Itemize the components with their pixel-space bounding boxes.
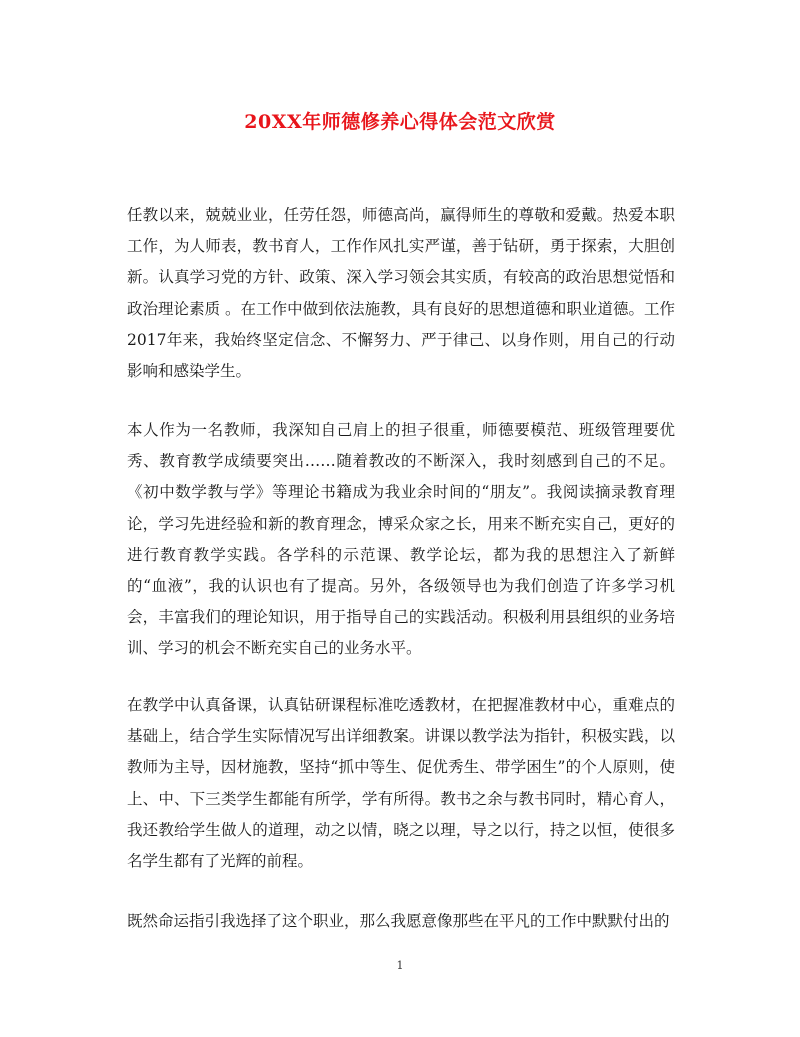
page-number: 1 <box>396 959 404 972</box>
paragraph-1: 任教以来，兢兢业业，任劳任怨，师德高尚，赢得师生的尊敬和爱戴。热爱本职工作，为人师表，教书育人，工作作风扎实严谨，善于钻研，勇于探索，大胆创新。认真学习党的方针、政策、深入学习领会其实质，有较高的政治思想觉悟和政治理论素质 。在工作中做到依法施教，具有良好的思想道德和职业道德。工作2017年来，我始终坚定信念、不懈努力、严于律己、以身作则，用自己的行动影响和感染学生。 <box>127 206 675 381</box>
paragraph-2: 本人作为一名教师，我深知自己肩上的担子很重，师德要模范、班级管理要优秀、教育教学成绩要突出……随着教改的不断深入，我时刻感到自己的不足。《初中数学教与学》等理论书籍成为我业余时间的“朋友”。我阅读摘录教育理论，学习先进经验和新的教育理念，博采众家之长，用来不断充实自己，更好的进行教育教学实践。各学科的示范课、教学论坛，都为我的思想注入了新鲜的“血液”，我的认识也有了提高。另外，各级领导也为我们创造了许多学习机会，丰富我们的理论知识，用于指导自己的实践活动。积极利用县组织的业务培训、学习的机会不断充实自己的业务水平。 <box>127 421 675 658</box>
paragraph-4: 既然命运指引我选择了这个职业，那么我愿意像那些在平凡的工作中默默付出的 <box>127 912 670 930</box>
paragraph-3: 在教学中认真备课，认真钻研课程标准吃透教材，在把握准教材中心，重难点的基础上，结合学生实际情况写出详细教案。讲课以教学法为指针，积极实践，以教师为主导，因材施教，坚持“抓中等生、促优秀生、带学困生”的个人原则，使上、中、下三类学生都能有所学，学有所得。教书之余与教书同时，精心育人，我还教给学生做人的道理，动之以情，晓之以理，导之以行，持之以恒，使很多名学生都有了光辉的前程。 <box>127 696 675 871</box>
document-title: 20XX年师德修养心得体会范文欣赏 <box>244 111 556 133</box>
